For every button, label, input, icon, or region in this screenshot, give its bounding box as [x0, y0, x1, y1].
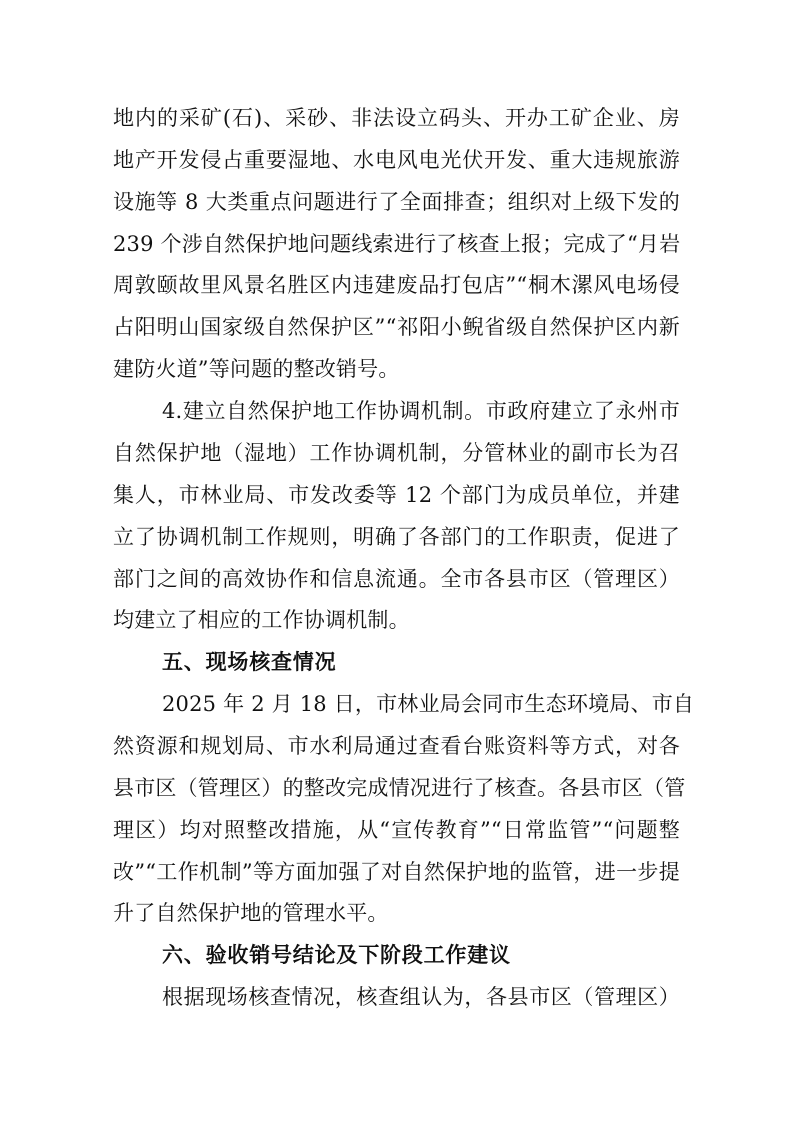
- text-line: 地产开发侵占重要湿地、水电风电光伏开发、重大违规旅游: [113, 148, 680, 172]
- text-line: 239 个涉自然保护地问题线索进行了核查上报；完成了“月岩: [113, 232, 681, 256]
- text-line: 然资源和规划局、市水利局通过查看台账资料等方式，对各: [113, 734, 680, 758]
- text-line: 2025 年 2 月 18 日，市林业局会同市生态环境局、市自: [162, 692, 695, 716]
- text-line: 理区）均对照整改措施，从“宣传教育”“日常监管”“问题整: [113, 818, 680, 842]
- text-line: 自然保护地（湿地）工作协调机制，分管林业的副市长为召: [113, 441, 680, 465]
- text-line: 集人，市林业局、市发改委等 12 个部门为成员单位，并建: [113, 483, 680, 507]
- text-line: 立了协调机制工作规则，明确了各部门的工作职责，促进了: [113, 525, 680, 549]
- text-line: 改”“工作机制”等方面加强了对自然保护地的监管，进一步提: [113, 860, 680, 884]
- text-line: 建防火道”等问题的整改销号。: [113, 357, 400, 381]
- text-line: 周敦颐故里风景名胜区内违建废品打包店”“桐木漯风电场侵: [113, 273, 680, 297]
- text-line: 地内的采矿(石)、采砂、非法设立码头、开办工矿企业、房: [113, 106, 680, 130]
- text-line: 部门之间的高效协作和信息流通。全市各县市区（管理区）: [113, 567, 680, 591]
- text-line: 设施等 8 大类重点问题进行了全面排查；组织对上级下发的: [113, 190, 680, 214]
- text-line: 占阳明山国家级自然保护区”“祁阳小鲵省级自然保护区内新: [113, 315, 680, 339]
- text-line: 均建立了相应的工作协调机制。: [113, 608, 410, 632]
- text-line: 4.建立自然保护地工作协调机制。市政府建立了永州市: [162, 399, 680, 423]
- section-heading-5: 五、现场核查情况: [162, 650, 337, 674]
- text-line: 升了自然保护地的管理水平。: [113, 901, 389, 925]
- text-line: 县市区（管理区）的整改完成情况进行了核查。各县市区（管: [113, 776, 686, 800]
- section-heading-6: 六、验收销号结论及下阶段工作建议: [162, 943, 511, 967]
- text-line: 根据现场核查情况，核查组认为，各县市区（管理区）: [162, 985, 680, 1009]
